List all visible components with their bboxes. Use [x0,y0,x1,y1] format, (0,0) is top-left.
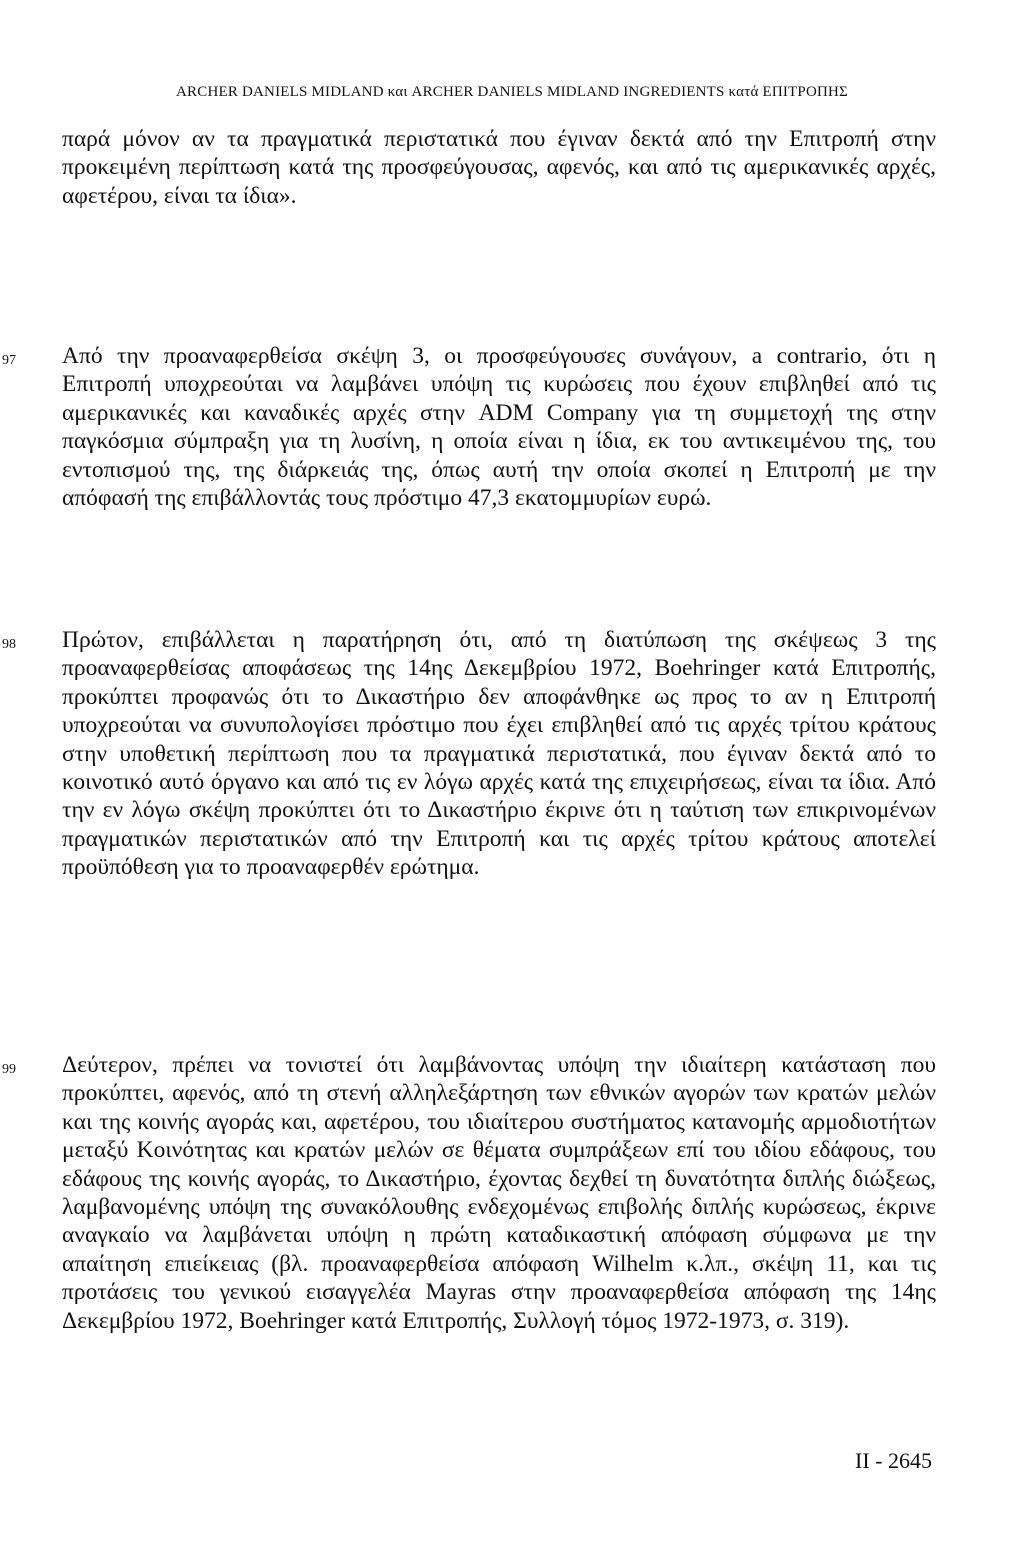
page-number: II - 2645 [855,1448,932,1473]
paragraph-continued [62,125,936,210]
running-header: ARCHER DANIELS MIDLAND και ARCHER DANIELS MIDLAND INGREDIENTS κατά ΕΠΙΤΡΟΠΗΣ [176,84,848,100]
paragraph-text: Πρώτον, επιβάλλεται η παρατήρηση ότι, από τη διατύπωση της σκέψεως 3 της προαναφερθείσας αποφάσεως της 14ης Δεκεμβρίου 1972, Boehringer κατά Επιτροπής, προκύπτει προφανώς ότι το Δικαστήριο δεν αποφάνθηκε ως προς το αν η Επιτροπή υποχρεούται να συνυπολογίσει πρόστιμο που έχει επιβληθεί από τις αρχές τρίτου κράτους στην υποθετική περίπτωση που τα πραγματικά περιστατικά, που έγιναν δεκτά από το κοινοτικό αυτό όργανο και από τις εν λόγω αρχές κατά της επιχειρήσεως, είναι τα ίδια. Από την εν λόγω σκέψη προκύπτει ότι το Δικαστήριο έκρινε ότι η ταύτιση των επικρινομένων πραγματικών περιστατικών από την Επιτροπή και τις αρχές τρίτου κράτους αποτελεί προϋπόθεση για το προαναφερθέν ερώτημα. [62,627,936,881]
paragraph-number-97: 97 [2,353,16,368]
paragraph-text: παρά μόνον αν τα πραγματικά περιστατικά που έγιναν δεκτά από την Επιτροπή στην προκειμένη περίπτωση κατά της προσφεύγουσας, αφενός, και από τις αμερικανικές αρχές, αφετέρου, είναι τα ίδια». [62,126,936,209]
paragraph-text: Δεύτερον, πρέπει να τονιστεί ότι λαμβάνοντας υπόψη την ιδιαίτερη κατάσταση που προκύπτει, αφενός, από τη στενή αλληλεξάρτηση των εθνικών αγορών των κρατών μελών και της κοινής αγοράς και, αφετέρου, του ιδιαίτερου συστήματος κατανομής αρμοδιοτήτων μεταξύ Κοινότητας και κρατών μελών σε θέματα συμπράξεων επί του ιδίου εδάφους, του εδάφους της κοινής αγοράς, το Δικαστήριο, έχοντας δεχθεί τη δυνατότητα διπλής διώξεως, λαμβανομένης υπόψη της συνακόλουθης ενδεχομένως επιβολής διπλής κυρώσεως, έκρινε αναγκαίο να λαμβάνεται υπόψη η πρώτη καταδικαστική απόφαση σύμφωνα με την απαίτηση επιείκειας (βλ. προαναφερθείσα απόφαση Wilhelm κ.λπ., σκέψη 11, και τις προτάσεις του γενικού εισαγγελέα Mayras στην προαναφερθείσα απόφαση της 14ης Δεκεμβρίου 1972, Boehringer κατά Επιτροπής, Συλλογή τόμος 1972-1973, σ. 319). [62,1052,936,1334]
paragraph-text: Από την προαναφερθείσα σκέψη 3, οι προσφεύγουσες συνάγουν, a contrario, ότι η Επιτροπή υποχρεούται να λαμβάνει υπόψη τις κυρώσεις που έχουν επιβληθεί από τις αμερικανικές και καναδικές αρχές στην ADM Company για τη συμμετοχή της στην παγκόσμια σύμπραξη για τη λυσίνη, η οποία είναι η ίδια, εκ του αντικειμένου της, του εντοπισμού της, της διάρκειάς της, όπως αυτή την οποία σκοπεί η Επιτροπή με την απόφασή της επιβάλλοντάς τους πρόστιμο 47,3 εκατομμυρίων ευρώ. [62,343,936,512]
paragraph-97 [62,342,936,512]
paragraph-number-99: 99 [2,1062,16,1077]
paragraph-98 [62,626,936,882]
paragraph-number-98: 98 [2,637,16,652]
paragraph-99 [62,1051,936,1335]
